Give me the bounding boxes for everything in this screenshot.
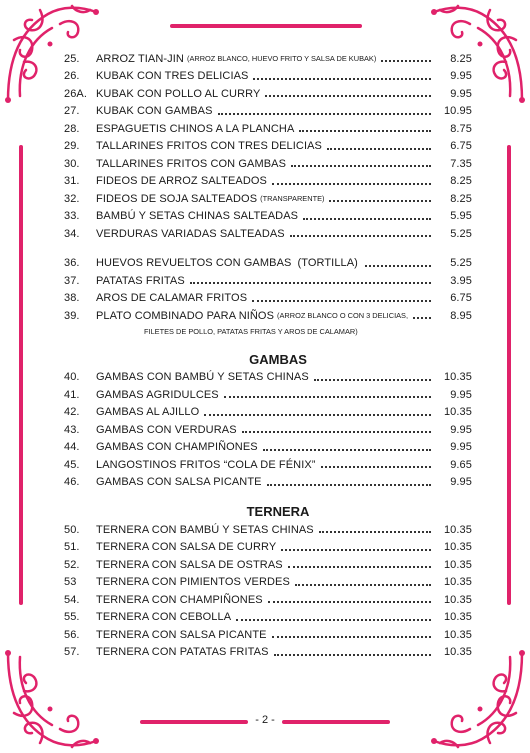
- item-name: GAMBAS CON BAMBÚ Y SETAS CHINAS: [96, 371, 309, 384]
- item-name: PATATAS FRITAS: [96, 274, 185, 287]
- menu-item: [64, 626, 472, 644]
- item-number: 41.: [64, 388, 80, 401]
- item-name: TERNERA CON CHAMPIÑONES: [96, 593, 263, 606]
- item-name: TERNERA CON CEBOLLA: [96, 611, 232, 624]
- item-name: VERDURAS VARIADAS SALTEADAS: [96, 227, 285, 240]
- item-number: 31.: [64, 175, 80, 188]
- item-name: BAMBÚ Y SETAS CHINAS SALTEADAS: [96, 210, 299, 223]
- item-name: KUBAK CON TRES DELICIAS: [96, 70, 249, 83]
- item-number: 37.: [64, 274, 80, 287]
- item-number: 51.: [64, 541, 80, 554]
- dot-leader: [291, 164, 431, 167]
- menu-item: [64, 591, 472, 609]
- item-price: 9.95: [450, 476, 472, 489]
- dot-leader: [253, 77, 431, 80]
- item-price: 7.35: [450, 157, 472, 170]
- item-number: 32.: [64, 192, 80, 205]
- dot-leader: [272, 182, 431, 185]
- dot-leader: [263, 448, 431, 451]
- left-border-line: [19, 145, 23, 605]
- item-price: 9.65: [450, 458, 472, 471]
- item-name: GAMBAS AGRIDULCES: [96, 388, 219, 401]
- menu-item: [64, 155, 472, 173]
- dot-leader: [267, 483, 431, 486]
- section-heading: GAMBAS: [249, 351, 307, 367]
- item-note: (ARROZ BLANCO, HUEVO FRITO Y SALSA DE KUBAK): [186, 54, 377, 64]
- item-number: 43.: [64, 423, 80, 436]
- menu-item: [64, 120, 472, 138]
- menu-item: [64, 272, 472, 290]
- item-number: 42.: [64, 406, 80, 419]
- menu-group-extras: [64, 255, 472, 325]
- item-price: 10.35: [443, 406, 472, 419]
- item-price: 5.25: [450, 257, 472, 270]
- item-name: ARROZ TIAN-JIN: [96, 52, 184, 65]
- item-variant: (TORTILLA): [297, 257, 358, 270]
- item-price: 6.75: [450, 140, 472, 153]
- menu-item: [64, 556, 472, 574]
- item-name: TERNERA CON SALSA PICANTE: [96, 628, 267, 641]
- dot-leader: [236, 618, 431, 621]
- menu-item: [64, 255, 472, 273]
- menu-item: [64, 574, 472, 592]
- menu-item: [64, 609, 472, 627]
- item-price: 10.35: [443, 371, 472, 384]
- top-divider: [170, 24, 362, 28]
- item-name: GAMBAS AL AJILLO: [96, 406, 200, 419]
- dot-leader: [288, 565, 431, 568]
- item-number: 52.: [64, 558, 80, 571]
- item-number: 57.: [64, 646, 80, 659]
- dot-leader: [303, 217, 431, 220]
- item-name: GAMBAS CON CHAMPIÑONES: [96, 441, 258, 454]
- item-name: ESPAGUETIS CHINOS A LA PLANCHA: [96, 122, 295, 135]
- item-name: TERNERA CON SALSA DE CURRY: [96, 541, 277, 554]
- item-price: 5.95: [450, 210, 472, 223]
- item-name: GAMBAS CON SALSA PICANTE: [96, 476, 262, 489]
- menu-item: [64, 225, 472, 243]
- dot-leader: [242, 430, 431, 433]
- item-name: TERNERA CON PIMIENTOS VERDES: [96, 576, 290, 589]
- item-name: KUBAK CON POLLO AL CURRY: [96, 87, 261, 100]
- menu-item: [64, 50, 472, 68]
- item-price: 5.25: [450, 227, 472, 240]
- dot-leader: [327, 147, 431, 150]
- menu-item: [64, 85, 472, 103]
- item-number: 27.: [64, 105, 80, 118]
- item-price: 8.95: [450, 309, 472, 322]
- item-number: 25.: [64, 52, 80, 65]
- dot-leader: [265, 94, 431, 97]
- menu-item: [64, 103, 472, 121]
- dot-leader: [290, 234, 431, 237]
- item-name: LANGOSTINOS FRITOS “COLA DE FÉNIX”: [96, 458, 316, 471]
- item-price: 10.35: [443, 523, 472, 536]
- item-name: GAMBAS CON VERDURAS: [96, 423, 237, 436]
- item-number: 53: [64, 576, 77, 589]
- item-note: (TRANSPARENTE): [260, 194, 325, 204]
- menu-item-note-continuation: FILETES DE POLLO, PATATAS FRITAS Y AROS DE CALAMAR): [144, 327, 358, 336]
- dot-leader: [381, 59, 431, 62]
- right-border-line: [507, 145, 511, 605]
- item-name: TERNERA CON SALSA DE OSTRAS: [96, 558, 283, 571]
- item-name: FIDEOS DE ARROZ SALTEADOS: [96, 175, 267, 188]
- item-price: 10.35: [443, 646, 472, 659]
- section-heading: TERNERA: [246, 504, 310, 519]
- item-number: 44.: [64, 441, 80, 454]
- menu-item: [64, 539, 472, 557]
- dot-leader: [319, 530, 431, 533]
- menu-item: [64, 474, 472, 492]
- item-name: PLATO COMBINADO PARA NIÑOS: [96, 309, 275, 322]
- item-price: 10.95: [443, 105, 472, 118]
- menu-group-gambas: [64, 369, 472, 492]
- item-name: AROS DE CALAMAR FRITOS: [96, 292, 248, 305]
- item-number: 40.: [64, 371, 80, 384]
- item-number: 54.: [64, 593, 80, 606]
- item-number: 50.: [64, 523, 80, 536]
- menu-item: [64, 68, 472, 86]
- item-number: 55.: [64, 611, 80, 624]
- item-price: 10.35: [443, 558, 472, 571]
- item-name: TERNERA CON BAMBÚ Y SETAS CHINAS: [96, 523, 314, 536]
- item-price: 9.95: [450, 388, 472, 401]
- menu-item: [64, 386, 472, 404]
- item-price: 8.75: [450, 122, 472, 135]
- item-number: 26A.: [64, 87, 88, 100]
- item-price: 9.95: [450, 441, 472, 454]
- menu-group-ternera: [64, 521, 472, 661]
- dot-leader: [252, 299, 431, 302]
- dot-leader: [274, 653, 431, 656]
- dot-leader: [224, 395, 431, 398]
- menu-item: [64, 421, 472, 439]
- dot-leader: [268, 600, 431, 603]
- menu-item: [64, 208, 472, 226]
- dot-leader: [204, 413, 431, 416]
- item-number: 46.: [64, 476, 80, 489]
- menu-list: [64, 50, 472, 661]
- dot-leader: [413, 316, 431, 319]
- item-number: 38.: [64, 292, 80, 305]
- item-name: FIDEOS DE SOJA SALTEADOS: [96, 192, 258, 205]
- item-number: 39.: [64, 309, 80, 322]
- item-number: 56.: [64, 628, 80, 641]
- item-number: 45.: [64, 458, 80, 471]
- item-price: 8.25: [450, 175, 472, 188]
- item-number: 29.: [64, 140, 80, 153]
- menu-item: [64, 290, 472, 308]
- menu-item: [64, 173, 472, 191]
- item-price: 10.35: [443, 593, 472, 606]
- item-number: 36.: [64, 257, 80, 270]
- menu-item: [64, 521, 472, 539]
- item-price: 10.35: [443, 611, 472, 624]
- item-number: 28.: [64, 122, 80, 135]
- menu-item: [64, 456, 472, 474]
- item-name: HUEVOS REVUELTOS CON GAMBAS: [96, 257, 292, 270]
- menu-group-rice-noodles: [64, 50, 472, 243]
- item-name: TALLARINES FRITOS CON GAMBAS: [96, 157, 287, 170]
- item-name: TERNERA CON PATATAS FRITAS: [96, 646, 269, 659]
- dot-leader: [299, 129, 431, 132]
- item-price: 10.35: [443, 541, 472, 554]
- item-price: 8.25: [450, 52, 472, 65]
- menu-item: [64, 307, 472, 325]
- item-price: 10.35: [443, 628, 472, 641]
- dot-leader: [329, 199, 431, 202]
- dot-leader: [314, 378, 431, 381]
- dot-leader: [365, 264, 431, 267]
- page-number: - 2 -: [255, 714, 275, 726]
- dot-leader: [272, 635, 431, 638]
- item-price: 9.95: [450, 70, 472, 83]
- dot-leader: [281, 548, 431, 551]
- item-number: 26.: [64, 70, 80, 83]
- menu-item: [64, 138, 472, 156]
- item-price: 10.35: [443, 576, 472, 589]
- item-price: 9.95: [450, 87, 472, 100]
- item-number: 33.: [64, 210, 80, 223]
- item-number: 34.: [64, 227, 80, 240]
- menu-item: [64, 439, 472, 457]
- menu-item: [64, 369, 472, 387]
- item-name: KUBAK CON GAMBAS: [96, 105, 213, 118]
- item-price: 8.25: [450, 192, 472, 205]
- item-name: TALLARINES FRITOS CON TRES DELICIAS: [96, 140, 322, 153]
- dot-leader: [295, 583, 431, 586]
- menu-item: [64, 404, 472, 422]
- dot-leader: [321, 465, 431, 468]
- dot-leader: [190, 281, 431, 284]
- dot-leader: [218, 112, 431, 115]
- item-price: 3.95: [450, 274, 472, 287]
- menu-item: [64, 644, 472, 662]
- menu-item: [64, 190, 472, 208]
- item-price: 9.95: [450, 423, 472, 436]
- item-price: 6.75: [450, 292, 472, 305]
- item-number: 30.: [64, 157, 80, 170]
- item-note: (ARROZ BLANCO O CON 3 DELICIAS,: [277, 311, 409, 321]
